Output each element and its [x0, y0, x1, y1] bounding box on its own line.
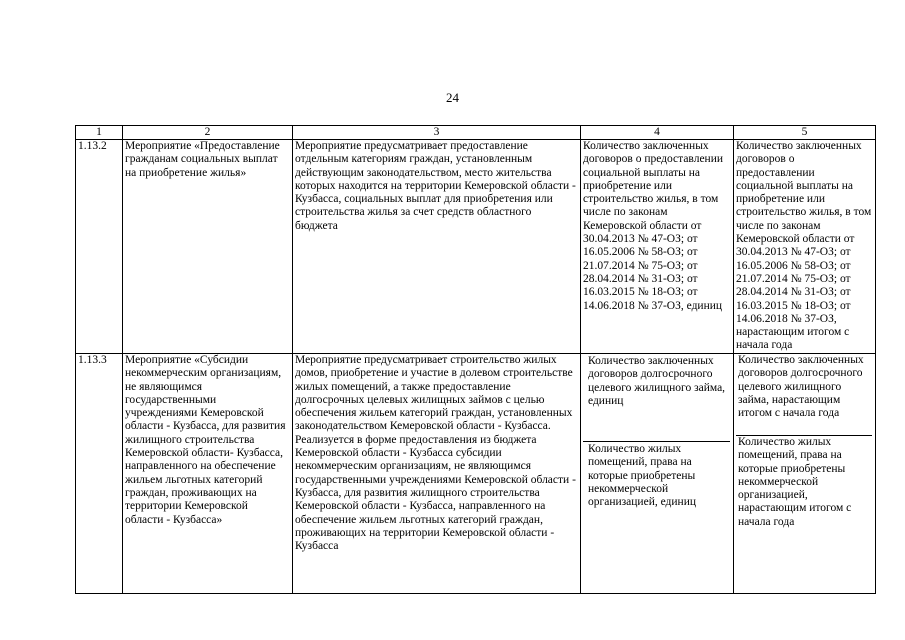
row-number: 1.13.2 — [76, 140, 123, 354]
table-row — [76, 354, 876, 594]
indicator-method: Количество жилых помещений, права на которые приобретены некоммерческой организацией, нарастающим итогом с начала года — [738, 436, 852, 528]
table-row — [76, 140, 876, 354]
page-number: 24 — [446, 90, 459, 105]
description-paragraph: Мероприятие предусматривает строительство жилых домов, приобретение и участие в долевом строительстве жилых помещений, а также предоставление долгосрочных целевых жилищных займов с целью обеспечения жильем категорий граждан, установленных законодательством Кемеровской области - Кузбасса. — [295, 354, 573, 433]
header-col-4: 4 — [581, 126, 734, 140]
row-number: 1.13.3 — [76, 354, 123, 594]
indicator-cell — [581, 354, 734, 594]
activity-name: Мероприятие «Предоставление гражданам социальных выплат на приобретение жилья» — [123, 140, 293, 354]
header-col-1: 1 — [76, 126, 123, 140]
table-header-row — [76, 126, 876, 140]
activity-description: Мероприятие предусматривает предоставление отдельным категориям граждан, установленным действующим законодательством, место жительства которых находится на территории Кемеровской области - Кузбасса, социальных выплат для приобретения или строительства жилья за счет средств областного бюджета — [293, 140, 581, 354]
header-col-2: 2 — [123, 126, 293, 140]
indicator-name: Количество заключенных договоров о предоставлении социальной выплаты на приобретение или строительство жилья, в том числе по законам Кемеровской области от 30.04.2013 № 47-ОЗ; от 16.05.2006 № 58-ОЗ; от 21.07.2014 № 75-ОЗ; от 28.04.2014 № 31-ОЗ; от 16.03.2015 № 18-ОЗ; от 14.06.2018 № 37-ОЗ, единиц — [581, 140, 734, 354]
indicator-cell — [734, 354, 876, 594]
activity-name: Мероприятие «Субсидии некоммерческим организациям, не являющимся государственными учреждениями Кемеровской области - Кузбасса, для развития жилищного строительства Кемеровской области- Кузбасса, направленного на обеспечение жильем льготных категорий граждан, проживающих на территории Кемеровской области - Кузбасса» — [123, 354, 293, 594]
header-col-5: 5 — [734, 126, 876, 140]
program-table — [75, 125, 876, 594]
indicator-method: Количество заключенных договоров о предоставлении социальной выплаты на приобретение или строительство жилья, в том числе по законам Кемеровской области от 30.04.2013 № 47-ОЗ; от 16.05.2006 № 58-ОЗ; от 21.07.2014 № 75-ОЗ; от 28.04.2014 № 31-ОЗ; от 16.03.2015 № 18-ОЗ; от 14.06.2018 № 37-ОЗ, нарастающим итогом с начала года — [734, 140, 876, 354]
description-paragraph: Реализуется в форме предоставления из бюджета Кемеровской области - Кузбасса субсидии некоммерческим организациям, не являющимся государственными учреждениями Кемеровской области - Кузбасса, для развития жилищного строительства Кемеровской области - Кузбасса, направленного на обеспечение жильем льготных категорий граждан, проживающих на территории Кемеровской области - Кузбасса — [295, 433, 576, 553]
activity-description — [293, 354, 581, 594]
indicator-name: Количество заключенных договоров долгосрочного целевого жилищного займа, единиц — [583, 354, 730, 442]
indicator-name: Количество жилых помещений, права на которые приобретены некоммерческой организацией, единиц — [588, 443, 697, 509]
indicator-method: Количество заключенных договоров долгосрочного целевого жилищного займа, нарастающим итогом с начала года — [736, 354, 872, 436]
header-col-3: 3 — [293, 126, 581, 140]
